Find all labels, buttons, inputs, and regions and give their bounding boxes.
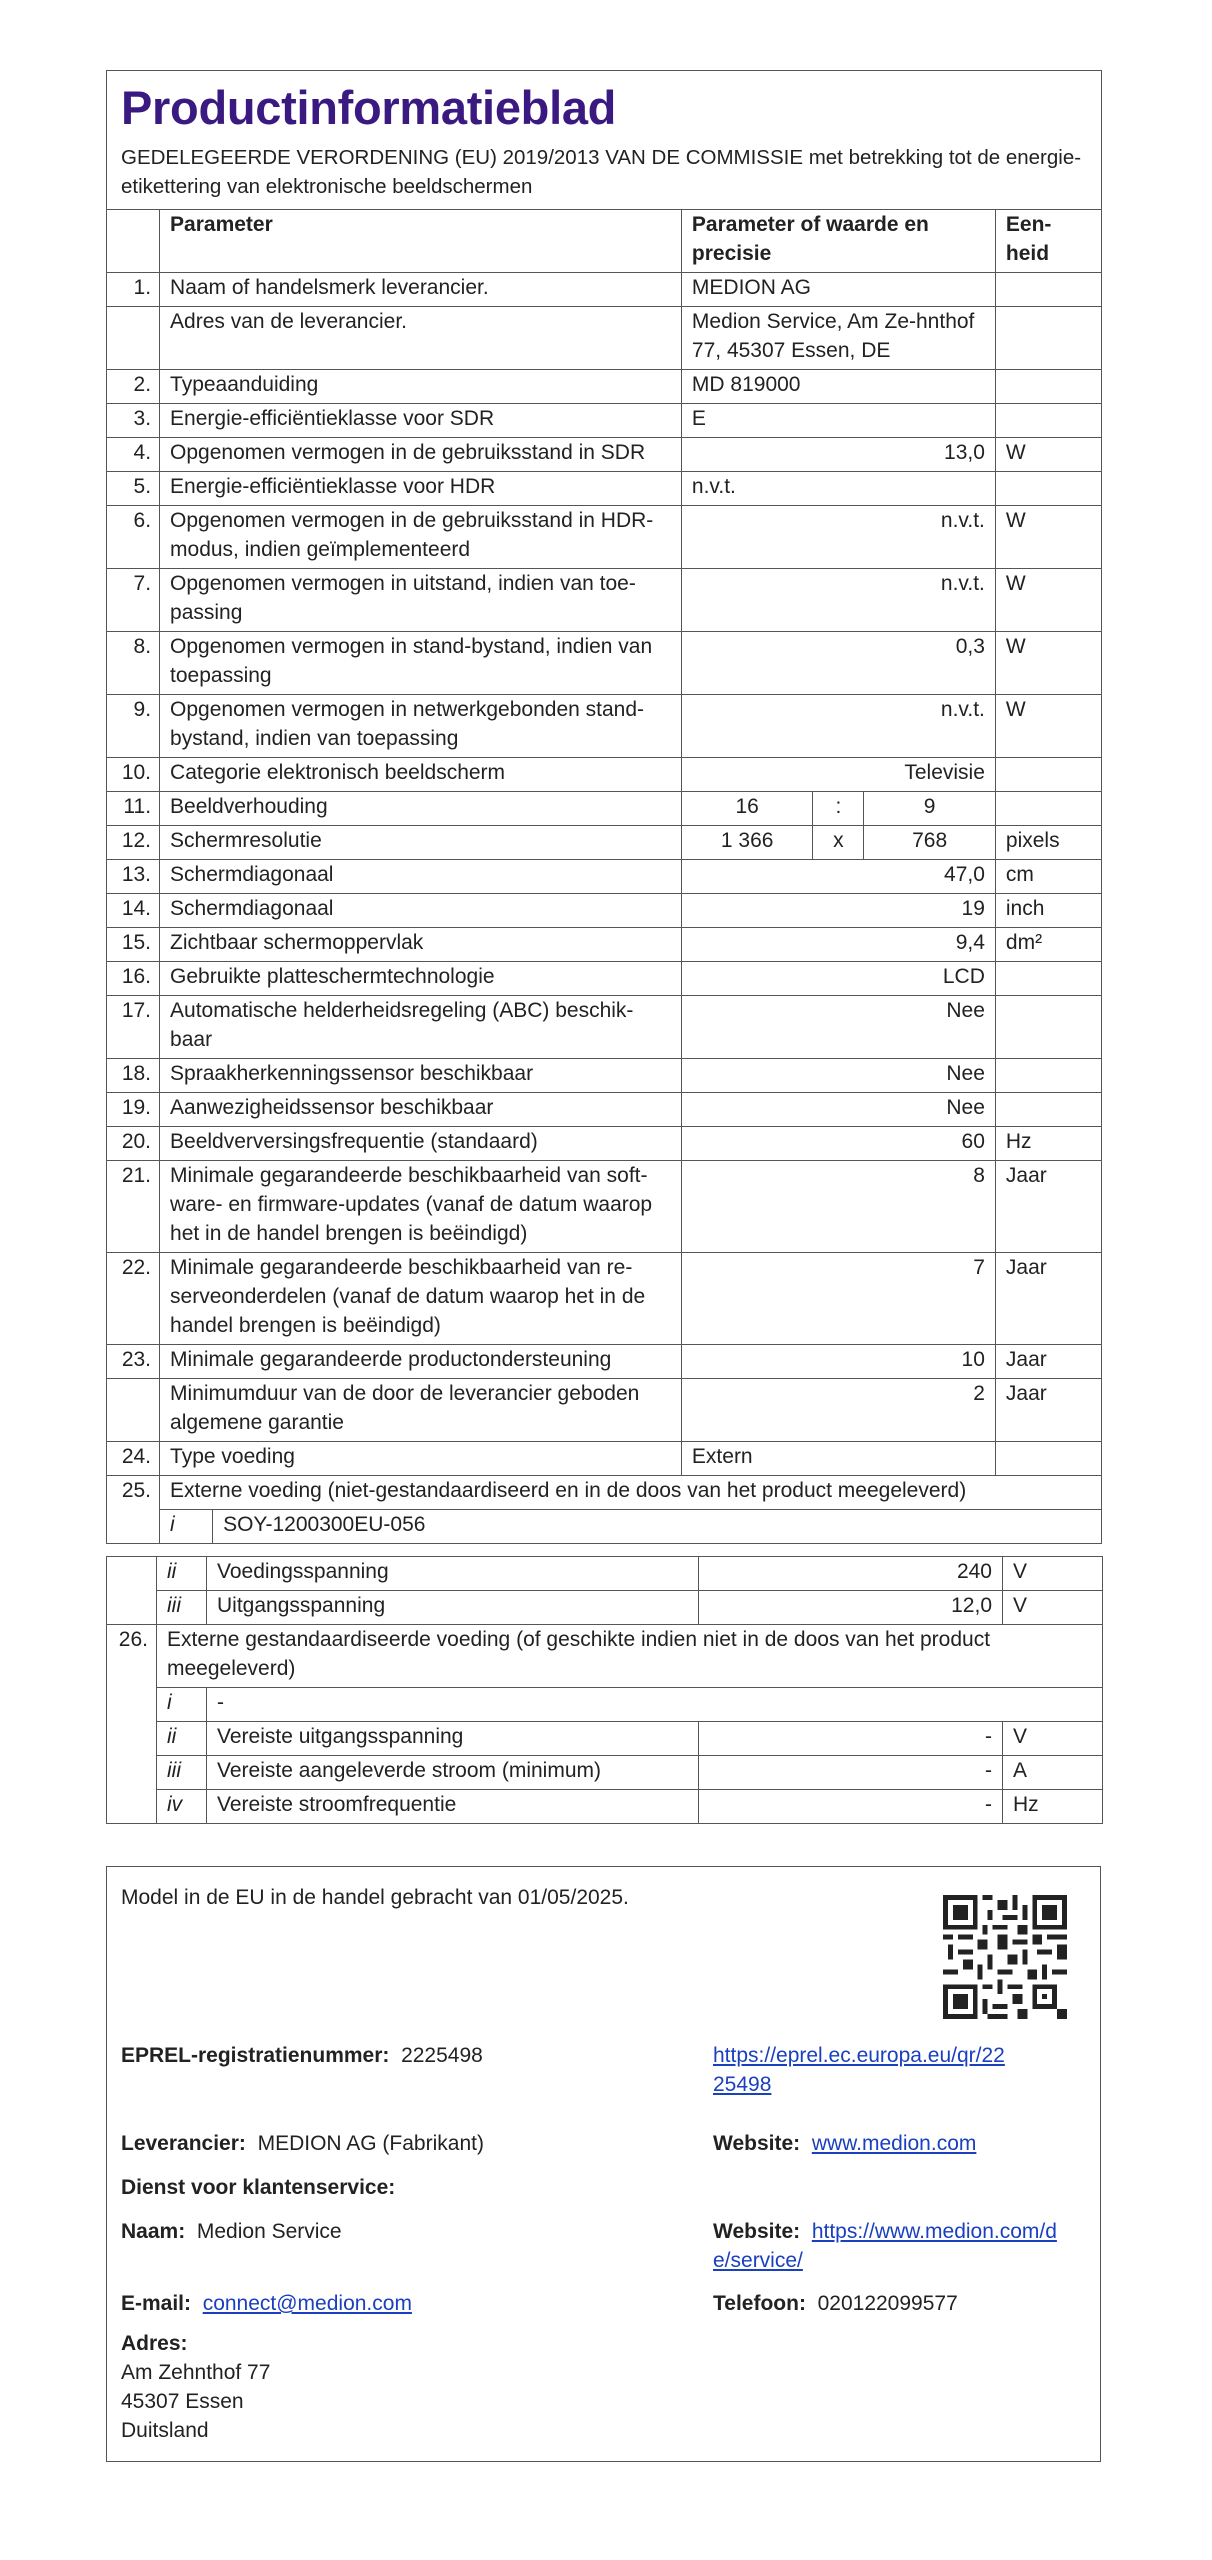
website-row: Website: www.medion.com (713, 2132, 977, 2155)
table-row: 14. Schermdiagonaal 19 inch (107, 894, 1102, 928)
regulation-subtitle: GEDELEGEERDE VERORDENING (EU) 2019/2013 VAN DE COMMISSIE met betrekking tot de energie-etikettering van elektronische beeldschermen (121, 146, 1082, 198)
table-row: i SOY-1200300EU-056 (107, 1510, 1102, 1544)
website-link[interactable]: www.medion.com (811, 2132, 977, 2155)
table-row: 16. Gebruikte platteschermtechnologie LCD (107, 962, 1102, 996)
table-row: 11. Beeldverhouding 16 : 9 (107, 792, 1102, 826)
table-row: 12. Schermresolutie 1 366 x 768 pixels (107, 826, 1102, 860)
table-row: 17. Automatische helderheidsregeling (ABC) beschik-baar Nee (107, 996, 1102, 1059)
table-row: 3. Energie-efficiëntieklasse voor SDR E (107, 404, 1102, 438)
table-row: 13. Schermdiagonaal 47,0 cm (107, 860, 1102, 894)
service-website-link[interactable]: https://www.medion.com/d (811, 2220, 1057, 2243)
table-row: 2. Typeaanduiding MD 819000 (107, 370, 1102, 404)
header-value: Parameter of waarde en precisie (681, 210, 995, 273)
eprel-link[interactable]: https://eprel.ec.europa.eu/qr/22 25498 (713, 2044, 1005, 2096)
product-info-sheet (106, 70, 1102, 1824)
table-row: 7. Opgenomen vermogen in uitstand, indien van toe-passing n.v.t. W (107, 569, 1102, 632)
supplier-info-box (106, 1866, 1101, 2462)
table-row: 9. Opgenomen vermogen in netwerkgebonden stand-bystand, indien van toepassing n.v.t. W (107, 695, 1102, 758)
parameter-table-continued (106, 1556, 1103, 1824)
sheet-header (106, 70, 1102, 209)
table-row: 22. Minimale gegarandeerde beschikbaarheid van re-serveonderdelen (vanaf de datum waarop het in de handel brengen is beëindigd) 7 Jaar (107, 1253, 1102, 1345)
email-row: E-mail: connect@medion.com (121, 2292, 412, 2315)
table-row: 23. Minimale gegarandeerde productondersteuning 10 Jaar (107, 1345, 1102, 1379)
table-row: 21. Minimale gegarandeerde beschikbaarheid van soft-ware- en firmware-updates (vanaf de datum waarop het in de handel brengen is beëindigd) 8 Jaar (107, 1161, 1102, 1253)
table-row: 24. Type voeding Extern (107, 1442, 1102, 1476)
header-unit: Een-heid (995, 210, 1101, 273)
table-row: 26. Externe gestandaardiseerde voeding (of geschikte indien niet in de doos van het product meegeleverd) (107, 1625, 1103, 1688)
table-row: 25. Externe voeding (niet-gestandaardiseerd en in de doos van het product meegeleverd) (107, 1476, 1102, 1510)
table-row: 6. Opgenomen vermogen in de gebruiksstand in HDR-modus, indien geïmplementeerd n.v.t. W (107, 506, 1102, 569)
model-market-text: Model in de EU in de handel gebracht van 01/05/2025. (121, 1886, 629, 1909)
service-name-row: Naam: Medion Service (121, 2220, 342, 2243)
eprel-row: EPREL-registratienummer: 2225498 (121, 2044, 483, 2067)
parameter-table (106, 209, 1102, 1544)
table-header-row (107, 210, 1102, 273)
qr-code-icon (943, 1895, 1067, 2019)
service-website-link-cont[interactable]: e/service/ (713, 2249, 803, 2272)
supplier-row: Leverancier: MEDION AG (Fabrikant) (121, 2132, 484, 2155)
phone-row: Telefoon: 020122099577 (713, 2292, 958, 2315)
table-row: iii Uitgangsspanning 12,0 V (107, 1591, 1103, 1625)
service-heading: Dienst voor klantenservice: (121, 2176, 396, 2199)
table-row: 4. Opgenomen vermogen in de gebruiksstand in SDR 13,0 W (107, 438, 1102, 472)
table-row: 5. Energie-efficiëntieklasse voor HDR n.v.t. (107, 472, 1102, 506)
table-row: 1. Naam of handelsmerk leverancier. MEDION AG (107, 273, 1102, 307)
table-row: Minimumduur van de door de leverancier geboden algemene garantie 2 Jaar (107, 1379, 1102, 1442)
table-row: Adres van de leverancier. Medion Service, Am Ze-hnthof 77, 45307 Essen, DE (107, 307, 1102, 370)
table-row: ii Voedingsspanning 240 V (107, 1557, 1103, 1591)
table-row: 20. Beeldverversingsfrequentie (standaard) 60 Hz (107, 1127, 1102, 1161)
table-row: ii Vereiste uitgangsspanning - V (107, 1722, 1103, 1756)
table-row: 19. Aanwezigheidssensor beschikbaar Nee (107, 1093, 1102, 1127)
table-row: i - (107, 1688, 1103, 1722)
table-row: 15. Zichtbaar schermoppervlak 9,4 dm² (107, 928, 1102, 962)
table-row: iv Vereiste stroomfrequentie - Hz (107, 1790, 1103, 1824)
table-row: 10. Categorie elektronisch beeldscherm Televisie (107, 758, 1102, 792)
header-parameter: Parameter (160, 210, 682, 273)
table-row: 18. Spraakherkenningssensor beschikbaar Nee (107, 1059, 1102, 1093)
table-row: 8. Opgenomen vermogen in stand-bystand, indien van toepassing 0,3 W (107, 632, 1102, 695)
table-row: iii Vereiste aangeleverde stroom (minimum) - A (107, 1756, 1103, 1790)
service-website-row: Website: https://www.medion.com/d e/service/ (713, 2220, 1057, 2272)
page-title: Productinformatieblad (121, 81, 617, 134)
address-block: Adres: Am Zehnthof 77 45307 Essen Duitsland (121, 2332, 271, 2442)
email-link[interactable]: connect@medion.com (202, 2292, 412, 2315)
